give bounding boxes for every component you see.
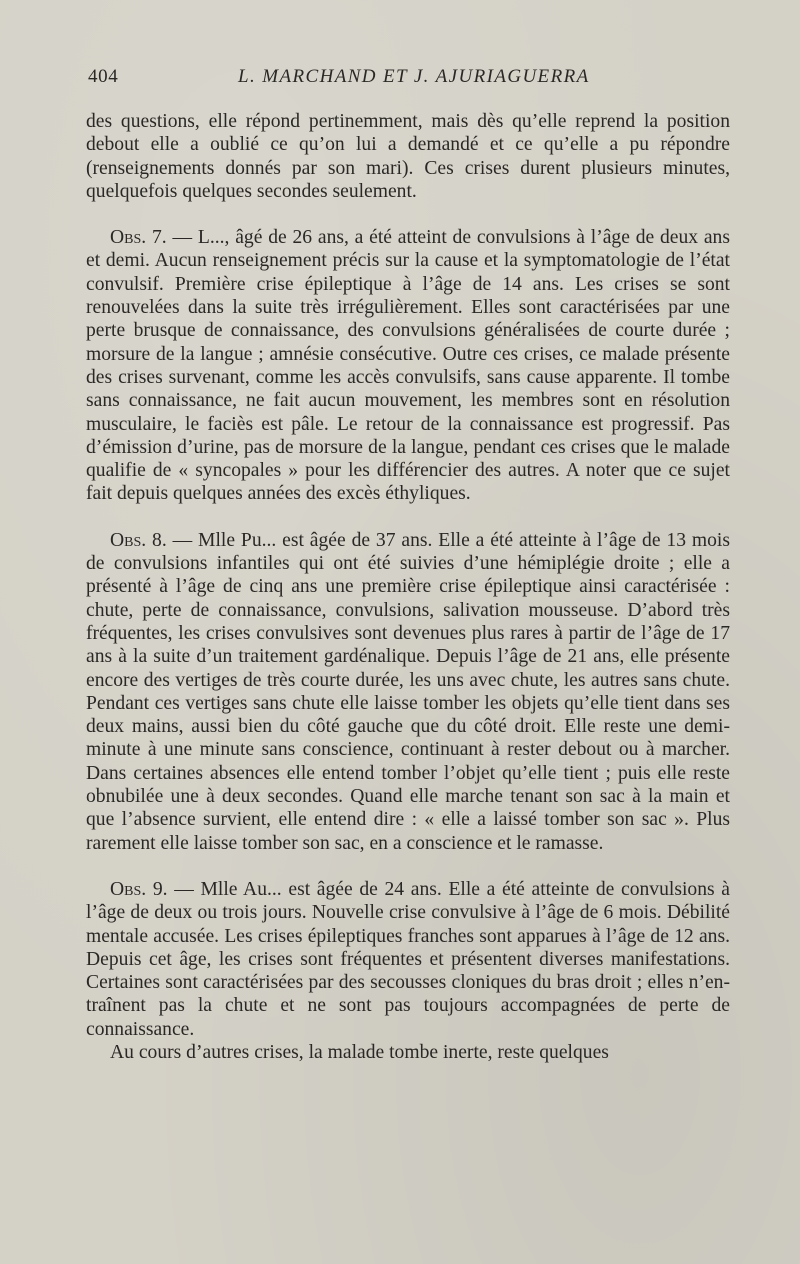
paragraph-text: Au cours d’autres crises, la malade tombe inerte, reste quelques [110,1041,609,1063]
paragraph-text: des questions, elle répond pertinemment, mais dès qu’elle reprend la position debout elle a oublié ce qu’on lui a demandé et ce qu’elle a pu répondre (renseignements donnés par son mari). Ces crises durent plusieurs minutes, quelquefois quelques secondes seulement. [86,111,730,202]
observation-label: Obs. 9. [110,878,168,900]
paragraph-obs-9 [86,878,730,1041]
paragraph-obs-7 [86,226,730,506]
paragraph-continuation [86,110,730,203]
page-number: 404 [88,66,119,87]
body-text [86,110,730,1064]
running-head [88,66,728,94]
observation-label: Obs. 8. [110,529,167,551]
paragraph-text: — Mlle Pu... est âgée de 37 ans. Elle a été atteinte à l’âge de 13 mois de convulsions infantiles qui ont été suivies d’une hémiplégie droite ; elle a présenté à l’âge de cinq ans une première crise épileptique ainsi caractérisée : chute, perte de connaissance, convulsions, salivation mousseuse. D’abord très fréquentes, les crises convulsives sont devenues plus rares à partir de l’âge de 17 ans à la suite d’un traitement gardénalique. Depuis l’âge de 21 ans, elle présente encore des vertiges de très courte durée, les uns avec chute, les autres sans chute. Pendant ces vertiges sans chute elle laisse tomber les objets qu’elle tient dans ses deux mains, aussi bien du côté gauche que du côté droit. Elle reste une demi-minute à une minute sans conscience, continuant à rester debout ou à marcher. Dans certaines absences elle entend tomber l’objet qu’elle tient ; puis elle reste obnubilée une à deux secondes. Quand elle marche tenant son sac à la main et que l’absence survient, elle entend dire : « elle a laissé tomber son sac ». Plus rarement elle laisse tomber son sac, en a conscience et le ramasse. [86,529,730,854]
running-title: L. MARCHAND ET J. AJURIAGUERRA [238,66,590,87]
paragraph-obs-8 [86,529,730,855]
paragraph-text: — Mlle Au... est âgée de 24 ans. Elle a été atteinte de convulsions à l’âge de deux ou trois jours. Nouvelle crise convulsive à l’âge de 6 mois. Débilité mentale accusée. Les crises épileptiques franches sont apparues à l’âge de 12 ans. Depuis cet âge, les crises sont fréquentes et présentent diverses manifestations. Certaines sont caractérisées par des secousses cloniques du bras droit ; elles n’entraînent pas la chute et ne sont pas toujours accompagnées de perte de connaissance. [86,878,730,1040]
paragraph-continuation-end [86,1041,730,1064]
paragraph-text: — L..., âgé de 26 ans, a été atteint de convulsions à l’âge de deux ans et demi. Aucun renseignement précis sur la cause et la symptomatologie de l’état convulsif. Première crise épileptique à l’âge de 14 ans. Les crises se sont renouvelées dans la suite très irrégulièrement. Elles sont caractérisées par une perte brusque de connaissance, des convulsions généralisées de courte durée ; morsure de la langue ; amnésie consécutive. Outre ces crises, ce malade présente des crises survenant, comme les accès convulsifs, sans cause apparente. Il tombe sans connaissance, ne fait aucun mouvement, les membres sont en résolution musculaire, le faciès est pâle. Le retour de la connaissance est progressif. Pas d’émission d’urine, pas de morsure de la langue, pendant ces crises que le malade qualifie de « syncopales » pour les différencier des autres. A noter que ce sujet fait depuis quelques années des excès éthyliques. [86,227,730,505]
observation-label: Obs. 7. [110,227,167,249]
